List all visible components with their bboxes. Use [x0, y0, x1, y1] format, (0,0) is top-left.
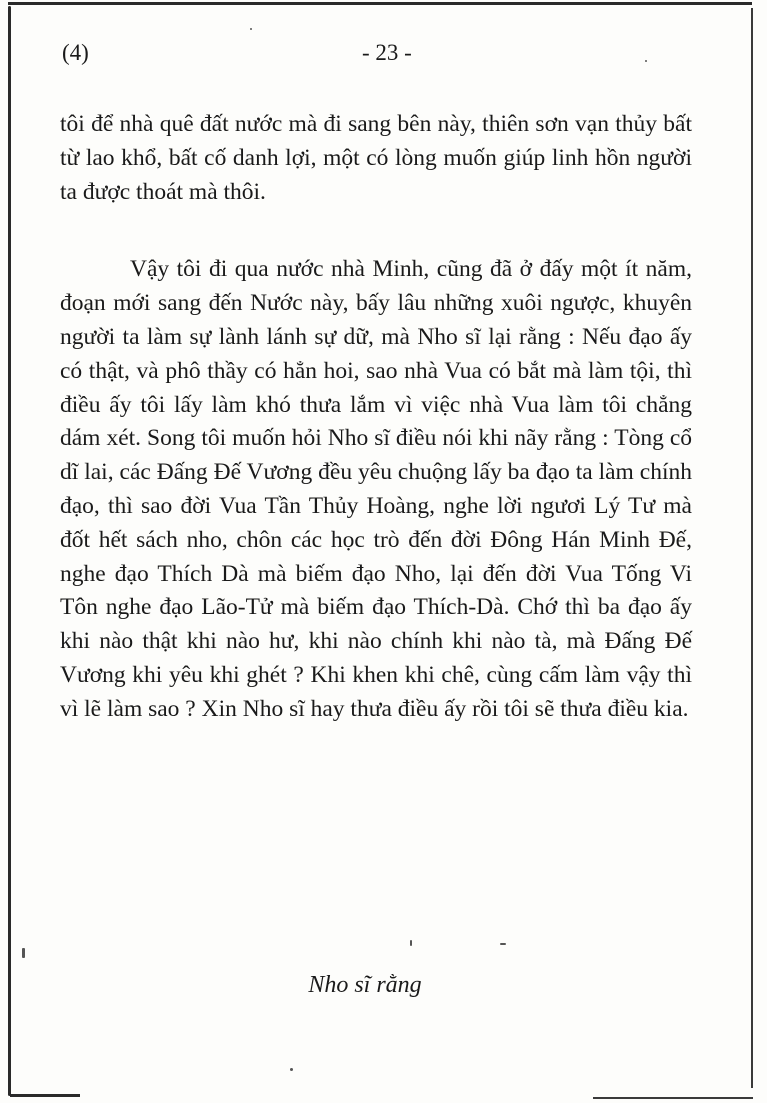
page-header [62, 40, 692, 74]
scan-border-right [751, 8, 753, 1088]
scan-speck [410, 940, 412, 946]
scan-border-bottom-right [593, 1097, 753, 1099]
speaker-heading: Nho sĩ rằng [308, 972, 422, 998]
scan-border-left [8, 6, 11, 1096]
scan-speck [290, 1068, 293, 1071]
page-number: - 23 - [362, 40, 412, 65]
scan-border-top [8, 2, 752, 5]
scan-speck [250, 28, 252, 30]
scan-speck [500, 943, 506, 945]
paragraph-1: tôi để nhà quê đất nước mà đi sang bên này, thiên sơn vạn thủy bất từ lao khổ, bất cố danh lợi, một có lòng muốn giúp linh hồn người ta được thoát mà thôi. [60, 111, 692, 205]
scan-speck [645, 60, 647, 62]
scan-speck [22, 948, 25, 958]
scan-border-bottom [10, 1094, 80, 1097]
chapter-number: (4) [62, 40, 89, 65]
body-text [60, 108, 692, 727]
paragraph-2: Vậy tôi đi qua nước nhà Minh, cũng đã ở đấy một ít năm, đoạn mới sang đến Nước này, bấy lâu những xuôi ngược, khuyên người ta làm sự lành lánh sự dữ, mà Nho sĩ lại rằng : Nếu đạo ấy có thật, và phô thầy có hẳn hoi, sao nhà Vua có bắt mà làm tội, thì điều ấy tôi lấy làm khó thưa lắm vì việc nhà Vua làm tôi chẳng dám xét. Song tôi muốn hỏi Nho sĩ điều nói khi nãy rằng : Tòng cổ dĩ lai, các Đấng Đế Vương đều yêu chuộng lấy ba đạo ta làm chính đạo, thì sao đời Vua Tần Thủy Hoàng, nghe lời ngươi Lý Tư mà đốt hết sách nho, chôn các học trò đến đời Đông Hán Minh Đế, nghe đạo Thích Dà mà biếm đạo Nho, lại đến đời Vua Tống Vi Tôn nghe đạo Lão-Tử mà biếm đạo Thích-Dà. Chớ thì ba đạo ấy khi nào thật khi nào hư, khi nào chính khi nào tà, mà Đấng Đế Vương khi yêu khi ghét ? Khi khen khi chê, cùng cấm làm vậy thì vì lẽ làm sao ? Xin Nho sĩ hay thưa điều ấy rồi tôi sẽ thưa điều kia. [60, 256, 692, 722]
